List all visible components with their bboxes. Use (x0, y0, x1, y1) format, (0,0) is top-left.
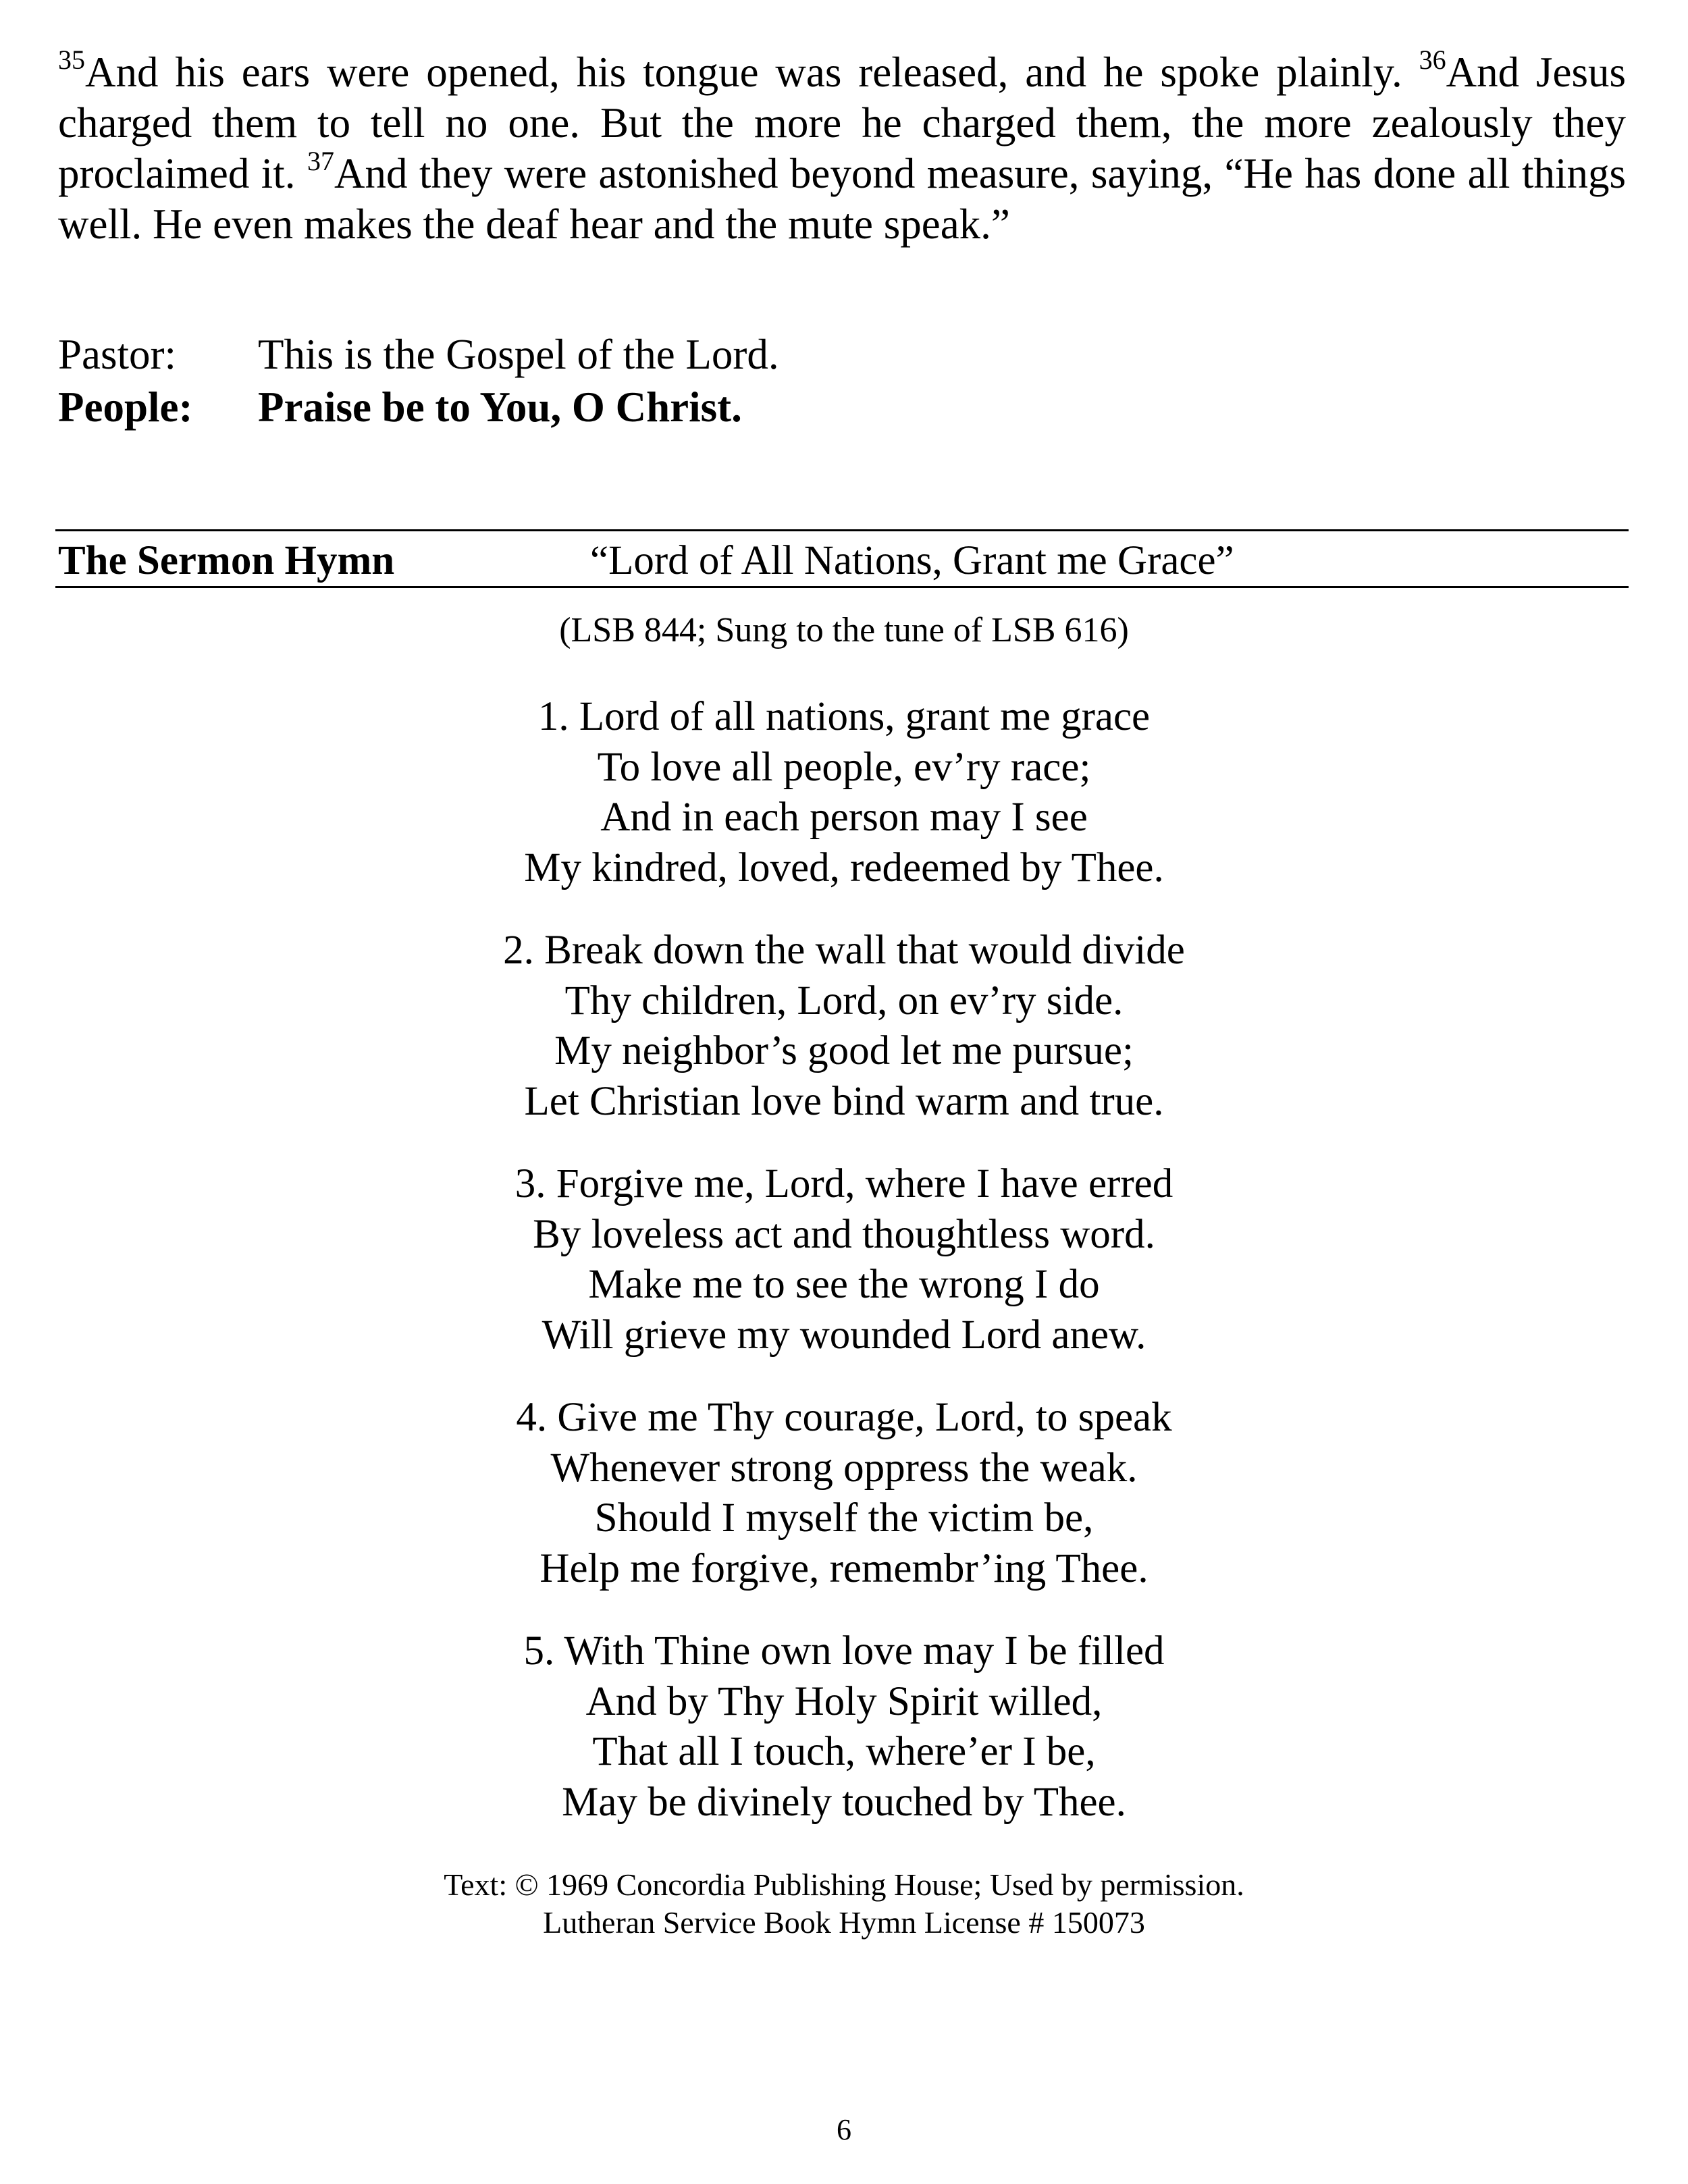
verse-line: 1. Lord of all nations, grant me grace (537, 694, 1151, 739)
verse-line: My neighbor’s good let me pursue; (554, 1028, 1134, 1073)
hymn-verse-2 (0, 926, 1688, 1127)
pastor-label: Pastor: (58, 331, 177, 378)
verse-line: 4. Give me Thy courage, Lord, to speak (516, 1395, 1172, 1440)
hymn-reference: (LSB 844; Sung to the tune of LSB 616) (559, 611, 1129, 649)
verse-line: That all I touch, where’er I be, (592, 1729, 1096, 1774)
hymn-header-bottom-rule (55, 586, 1629, 588)
verse-line: To love all people, ev’ry race; (597, 744, 1091, 790)
verse-line: Make me to see the wrong I do (588, 1262, 1100, 1307)
verse-number-35: 35 (58, 45, 85, 75)
copyright-notice: Text: © 1969 Concordia Publishing House; Used by permission. (444, 1867, 1244, 1902)
hymn-verse-5 (0, 1626, 1688, 1828)
verse-line: Help me forgive, remembr’ing Thee. (539, 1545, 1149, 1591)
hymn-verses (0, 692, 1688, 1860)
verse-line: Let Christian love bind warm and true. (524, 1078, 1164, 1124)
verse-line: Should I myself the victim be, (594, 1495, 1094, 1541)
verse-36-text: And Jesus charged them to tell no one. But the more he charged them, the more zealously they proclaimed it. (58, 49, 1626, 197)
people-text: Praise be to You, O Christ. (258, 383, 742, 431)
people-label: People: (58, 383, 193, 431)
verse-line: By loveless act and thoughtless word. (533, 1211, 1155, 1257)
verse-line: May be divinely touched by Thee. (562, 1779, 1126, 1825)
verse-35-text: And his ears were opened, his tongue was released, and he spoke plainly. (85, 49, 1419, 96)
hymn-verse-4 (0, 1393, 1688, 1594)
gospel-reading (58, 47, 1626, 250)
verse-37-text: And they were astonished beyond measure, saying, “He has done all things well. He even makes the deaf hear and the mute speak.” (58, 150, 1626, 248)
verse-number-37: 37 (307, 146, 334, 176)
verse-line: And in each person may I see (600, 795, 1088, 840)
verse-line: 3. Forgive me, Lord, where I have erred (515, 1161, 1173, 1206)
hymn-section-label: The Sermon Hymn (58, 538, 395, 583)
pastor-text: This is the Gospel of the Lord. (258, 331, 779, 378)
page-number: 6 (837, 2113, 851, 2146)
verse-line: Thy children, Lord, on ev’ry side. (564, 978, 1124, 1023)
verse-line: Will grieve my wounded Lord anew. (542, 1312, 1146, 1358)
verse-line: 2. Break down the wall that would divide (503, 928, 1185, 973)
hymn-title: “Lord of All Nations, Grant me Grace” (590, 538, 1234, 583)
verse-line: 5. With Thine own love may I be filled (523, 1628, 1165, 1674)
license-notice: Lutheran Service Book Hymn License # 150073 (543, 1905, 1145, 1940)
hymn-credits (0, 1866, 1688, 1942)
hymn-header-top-rule (55, 529, 1629, 531)
verse-line: Whenever strong oppress the weak. (550, 1445, 1138, 1491)
hymn-verse-3 (0, 1159, 1688, 1360)
verse-number-36: 36 (1419, 45, 1446, 75)
verse-line: And by Thy Holy Spirit willed, (585, 1678, 1103, 1724)
verse-line: My kindred, loved, redeemed by Thee. (524, 845, 1164, 890)
hymn-verse-1 (0, 692, 1688, 893)
